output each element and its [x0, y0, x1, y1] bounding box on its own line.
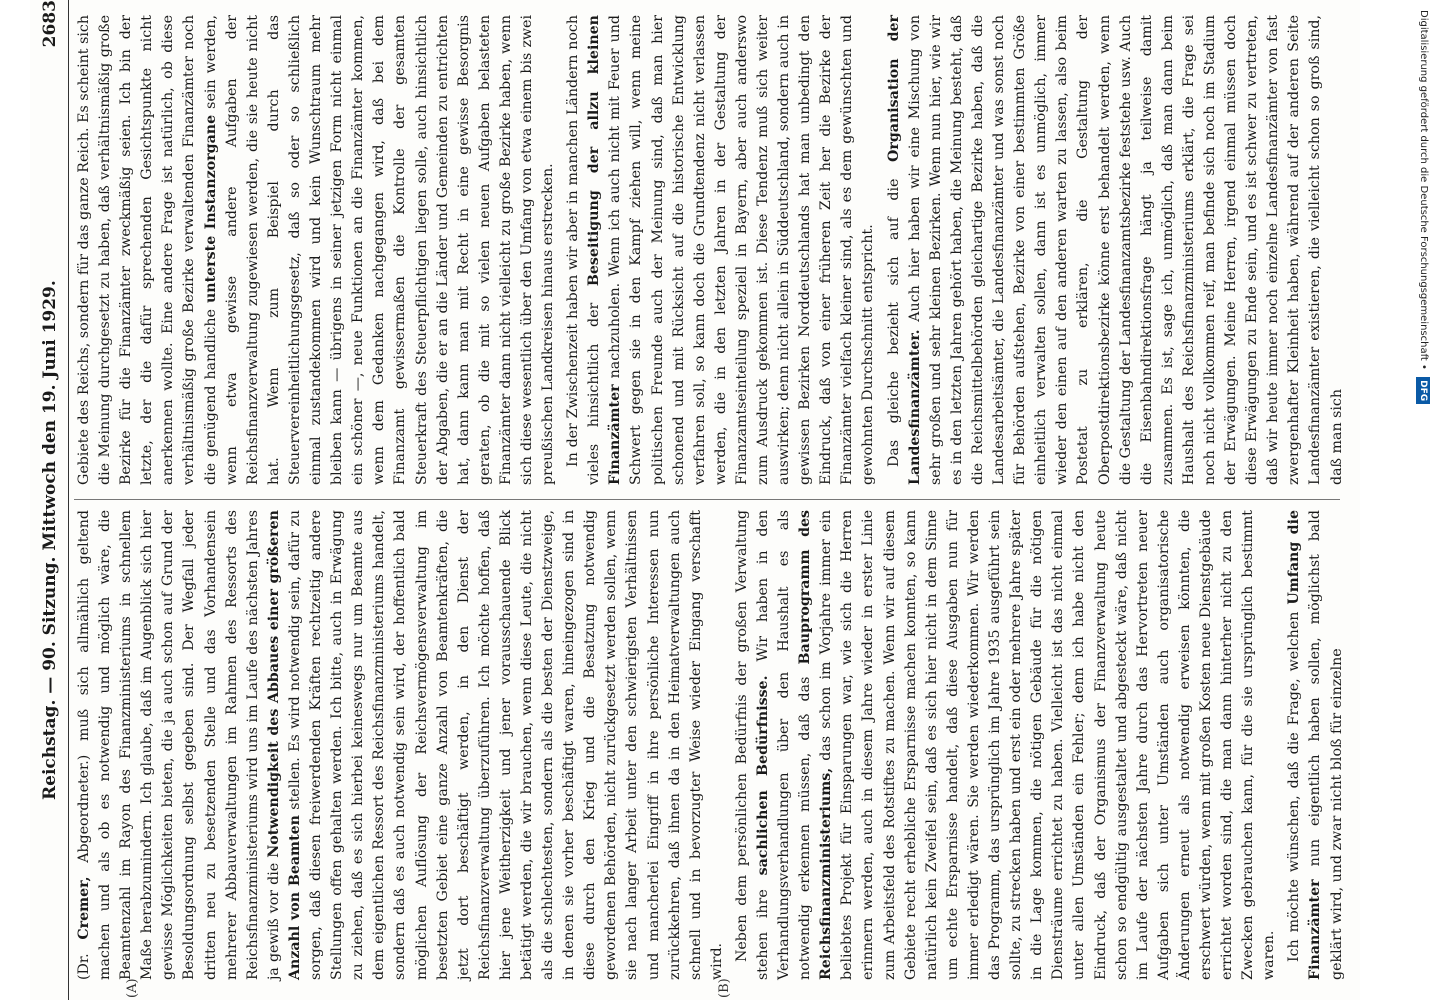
column-divider — [74, 499, 1340, 500]
header-rule — [68, 0, 69, 1000]
funding-sidebar — [1416, 10, 1430, 990]
margin-marker-b: (B) — [717, 978, 732, 998]
left-column — [74, 509, 1345, 998]
page-header — [30, 0, 70, 1000]
emphasis: Bauprogramm des Reichsfinanzministeriums, — [797, 509, 835, 980]
paragraph-text: Das gleiche bezieht sich auf die — [885, 178, 902, 467]
paragraph-text: Neben dem persönlichen Bedürfnis der großen Verwaltung stehen ihre — [733, 510, 771, 980]
paragraph — [563, 15, 879, 485]
emphasis: sachlichen Bedürfnisse. — [755, 675, 771, 876]
paragraph-text: muß sich allmählich geltend machen und als ob es notwendig und möglich wäre, die Beamtenzahl im Rayon des Finanzministeriums in schnellem Maße herabzumindern. Ich glaube, daß im Augenblick sich hier gewisse Möglichkeiten bieten, die ja auch schon auf Grund der Besoldungsordnung selbst gegeben sind. Der Wegfall jeder dritten neu zu besetzenden Stelle und das Vorhandensein mehrerer Abbauverwaltungen im Rahmen des Ressorts des Reichsfinanzministeriums wird uns im Laufe des nächsten Jahres ja gewiß vor die — [76, 509, 282, 980]
emphasis: Beseitigung der allzu kleinen Finanzämter — [586, 15, 624, 485]
paragraph-text: nun eigentlich haben sollen, möglichst bald geklärt wird, und zwar nicht bloß für einzelne — [1307, 510, 1345, 980]
emphasis: Notwendigkeit des Abbaues einer größeren Anzahl von Beamten — [265, 510, 303, 980]
paragraph-text: Auch hier haben wir eine Mischung von sehr großen und sehr kleinen Bezirken. Wenn nun hier, wie wir es in den letzten Jahren gehört haben, die Meinung besteht, daß die Reichsmittelbehörden gleichartige Bezirke haben, daß die Landesarbeitsämter, die Landesfinanzämter und was sonst noch für Behörden aufstehen, Bezirke von einer bestimmten Größe einheitlich verwalten sollen, dann ist es unmöglich, immer wieder den einen auf den anderen warten zu lassen, also beim Postetat zu erklären, die Gestaltung der Oberpostdirektionsbezirke könne erst behandelt werden, wenn die Gestaltung der Landesfinanzamtsbezirke feststehe usw. Auch die Eisenbahndirektionsfrage hängt ja teilweise damit zusammen. Es ist, sage ich, unmöglich, daß man dann beim Haushalt des Reichsfinanzministeriums erklärt, die Frage sei noch nicht vollkommen reif, man befinde sich noch im Stadium der Erwägungen. Meine Herren, irgend einmal müssen doch diese Erwägungen zu Ende sein, und es ist schwer zu vertreten, daß wir heute immer noch einzelne Landesfinanzämter von fast zwergenhafter Kleinheit haben, während auf der anderen Seite Landesfinanzämter existieren, die vielleicht schon so groß sind, daß man sich — [906, 15, 1345, 485]
paragraph-text: das schon im Vorjahre immer ein beliebtes Projekt für Einsparungen war, wie sich die Herren erinnern werden, auch in diesem Jahre wieder in erster Linie zum Arbeitsfeld des Rotstiftes zu machen. Wenn wir auf diesem Gebiete recht erhebliche Ersparnisse machen konnten, so kann natürlich kein Zweifel sein, daß es sich hier nicht in dem Sinne um echte Ersparnisse handelt, daß diese Ausgaben nun für immer erledigt wären. Sie werden wiederkommen. Wir werden das Programm, das ursprünglich im Jahre 1935 ausgeführt sein sollte, zu strecken haben und erst ein oder mehrere Jahre später in die Lage kommen, die nötigen Gebäude für die nötigen Diensträume errichtet zu haben. Vielleicht ist das nicht einmal unter allen Umständen ein Fehler; denn ich habe nicht den Eindruck, daß der Organismus der Finanzverwaltung heute schon so endgültig ausgestaltet und abgesteckt wäre, daß nicht im Laufe der nächsten Jahre durch das Hervortreten neuer Aufgaben sich unter Umständen auch organisatorische Änderungen erneut als notwendig erweisen könnten, die erschwert würden, wenn mit großen Kosten neue Dienstgebäude errichtet worden sind, die man dann hinterher nicht zu den Zwecken gebrauchen kann, für die sie ursprünglich bestimmt waren. — [818, 510, 1278, 980]
dfg-logo: DFG — [1416, 377, 1430, 404]
paragraph-text: nachzuholen. Wenn ich auch nicht mit Feuer und Schwert gegen sie in den Kampf ziehen will, wenn meine politischen Freunde auch der Meinung sind, daß man hier schonend und mit Rücksicht auf die historische Entwicklung verfahren soll, so kann doch die Grundtendenz nicht verlassen werden, die in den letzten Jahren in der Gestaltung der Finanzamtseinteilung speziell in Bayern, aber auch anderswo zum Ausdruck gekommen ist. Diese Tendenz muß sich weiter auswirken; denn nicht allein in Süddeutschland, sondern auch in gewissen Bezirken Norddeutschlands hat man unbedingt den Eindruck, daß von einer früheren Zeit her die Bezirke der Finanzämter vielfach kleiner sind, als es dem gewünschten und gewohnten Durchschnitt entspricht. — [607, 15, 877, 485]
paragraph-text: stellen. Es wird notwendig sein, dafür zu sorgen, daß diesen freiwerdenden Kräften rechtzeitig andere Stellungen offen gehalten werden. Ich bitte, auch in Erwägung zu ziehen, daß es sich hierbei keineswegs nur um Beamte aus dem eigentlichen Ressort des Reichsfinanzministeriums handelt, sondern daß es auch notwendig sein wird, der hoffentlich bald möglichen Auflösung der Reichsvermögensverwaltung im besetzten Gebiet eine ganze Anzahl von Beamtenkräften, die jetzt dort beschäftigt werden, in den Dienst der Reichsfinanzverwaltung überzuführen. Ich möchte hoffen, daß hier jene Weitherzigkeit und jener vorausschauende Blick betätigt werden, die wir brauchen, wenn diese Leute, die nicht als die schlechtesten, sondern als die besten der Dienstzweige, in denen sie vorher beschäftigt waren, hineingezogen sind in diese durch den Krieg und die Besatzung notwendig gewordenen Behörden, nicht zurückgesetzt werden sollen, wenn sie nach langer Arbeit unter den schwierigsten Verhältnissen und mancherlei Eingriff in ihre persönliche Interessen nun zurückkehren, daß ihnen da in den Heimatverwaltungen auch schnell und in bevorzugter Weise wieder Eingang verschafft wird. — [286, 510, 725, 980]
paragraph-text: Ich möchte wünschen, daß die Frage, welchen — [1286, 611, 1303, 962]
paragraph — [884, 15, 1348, 485]
paragraph — [74, 510, 728, 980]
funding-note: Digitalisierung gefördert durch die Deutsche Forschungsgemeinschaft • — [1418, 10, 1429, 370]
page-number: 2683 — [40, 0, 60, 48]
paragraph-text: Gebiete des Reichs, sondern für das ganze Reich. Es scheint sich die Meinung durchgesetzt zu haben, daß verhältnismäßig große Bezirke für die Finanzämter zweckmäßig seien. Ich bin der letzte, der die dafür sprechenden Gesichtspunkte nicht anerkennen wollte. Eine andere Frage ist natürlich, ob diese verhältnismäßig große Bezirke verwaltenden Finanzämter noch die genügend handliche — [76, 15, 219, 485]
document-page — [30, 0, 1360, 1000]
margin-marker-a: (A) — [125, 978, 140, 998]
page-title: Reichstag. — 90. Sitzung. Mittwoch den 19. Juni 1929. — [40, 280, 60, 800]
emphasis: unterste Instanzorgane — [202, 114, 219, 304]
paragraph — [1284, 510, 1347, 980]
emphasis: Organisation der Landesfinanzämter. — [885, 15, 923, 485]
paragraph — [732, 510, 1280, 980]
paragraph-text: In der Zwischenzeit haben wir aber in manchen Ländern noch vieles hinsichtlich der — [565, 15, 603, 485]
paragraph-text: sein werden, wenn etwa gewisse andere Aufgaben der Reichsfinanzverwaltung zugewiesen werden, die sie heute nicht hat. Wenn zum Beispiel durch das Steuervereinheitlichungsgesetz, daß so oder so schließlich einmal zustandekommen wird und kein Wunschtraum mehr bleiben kann — übrigens in seiner jetzigen Form nicht einmal ein schöner —, neue Funktionen an die Finanzämter kommen, wenn dem Gedanken nachgegangen wird, daß bei dem Finanzamt gewissermaßen die Kontrolle der gesamten Steuerkraft des Steuerpflichtigen liegen solle, auch hinsichtlich der Abgaben, die er an die Länder und Gemeinden zu entrichten hat, dann kann man mit Recht in eine gewisse Besorgnis geraten, ob die mit so vielen neuen Aufgaben belasteten Finanzämter dann nicht vielleicht zu große Bezirke haben, wenn sich diese wesentlich über den Umfang von etwa einem bis zwei preußischen Landkreisen hinaus erstrecken. — [202, 14, 557, 485]
speaker-prefix: (Dr. — [76, 953, 92, 980]
right-column — [74, 14, 1345, 485]
paragraph-text: Wir haben in den Verhandlungsverhandlungen über den Haushalt es als notwendig erkennen müssen, daß das — [755, 509, 814, 980]
speaker-role: Abgeordneter.) — [76, 754, 92, 863]
emphasis: Umfang die Finanzämter — [1286, 509, 1324, 980]
paragraph — [74, 15, 559, 485]
speaker-name: Cremer, — [76, 876, 92, 940]
